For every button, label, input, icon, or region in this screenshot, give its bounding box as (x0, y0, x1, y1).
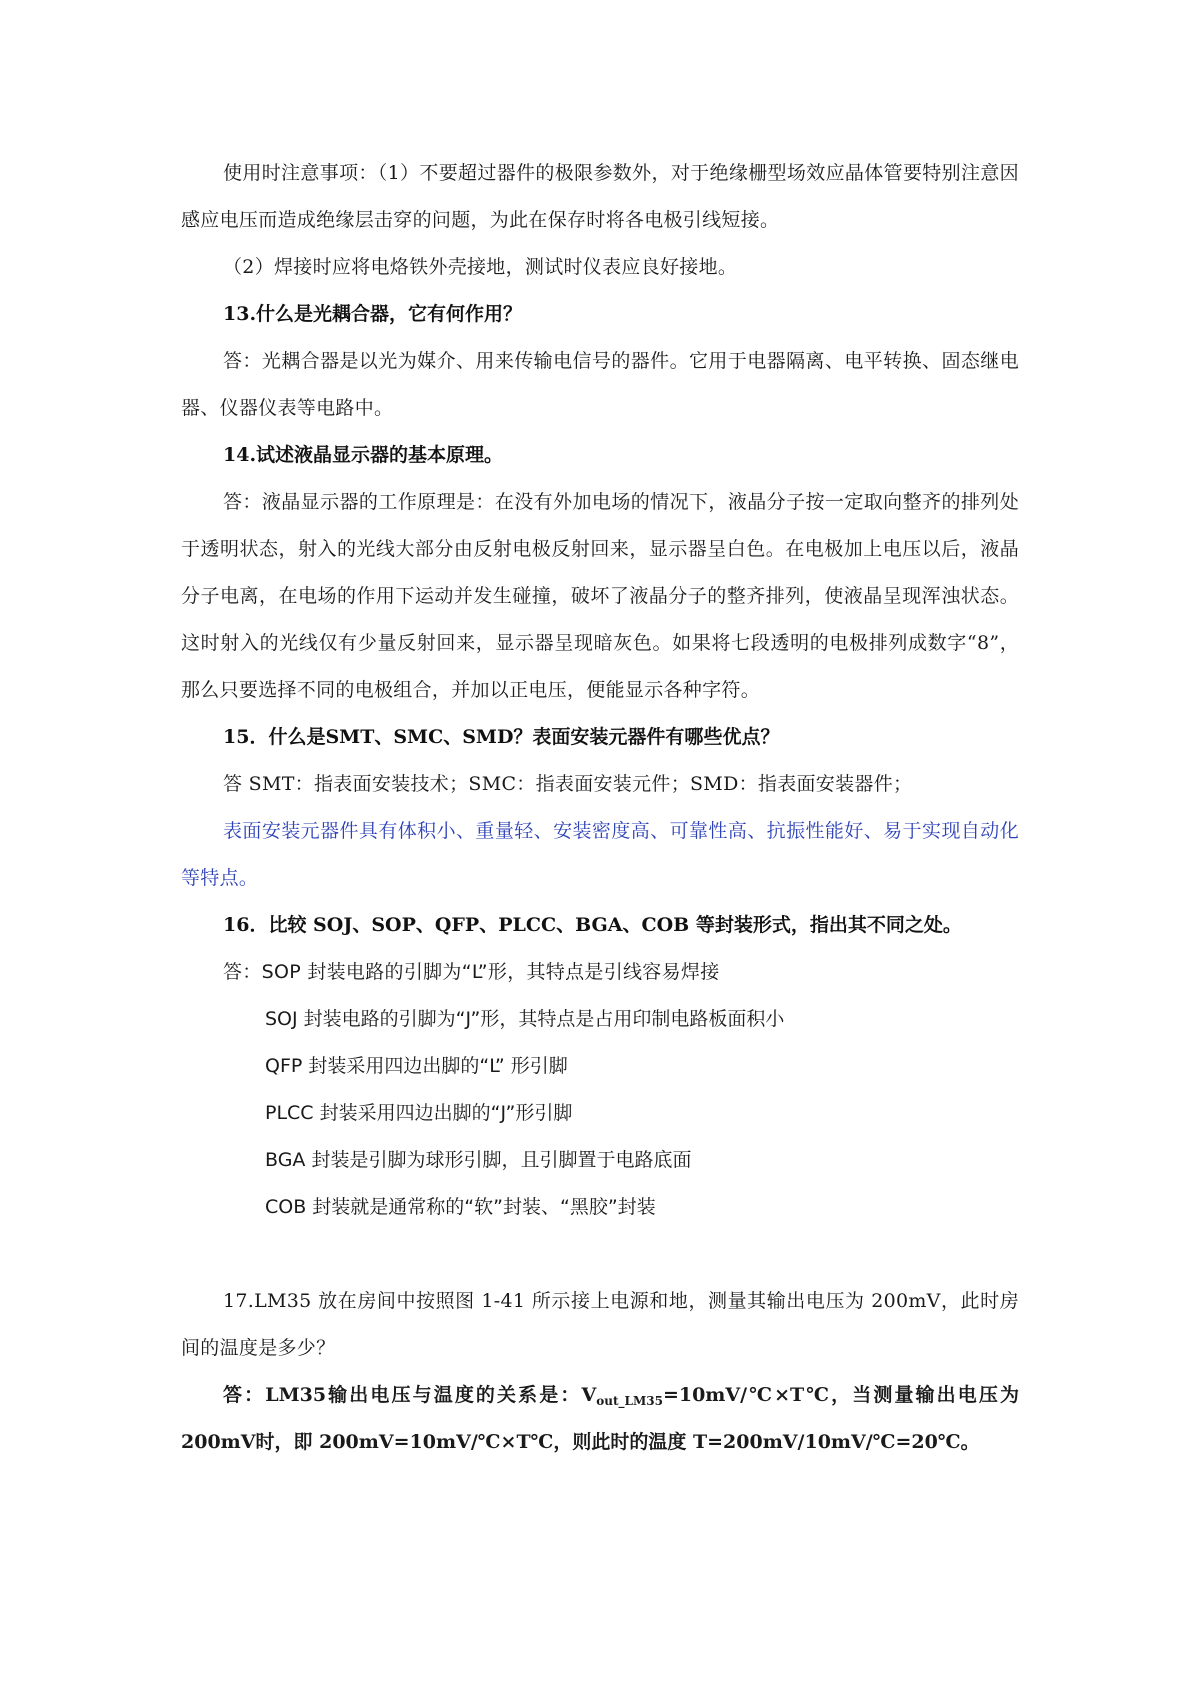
answer-15-advantages: 表面安装元器件具有体积小、重量轻、安装密度高、可靠性高、抗振性能好、易于实现自动化等特点。 (181, 820, 1019, 889)
package-item-sop: SOP 封装电路的引脚为“L”形，其特点是引线容易焊接 (261, 961, 720, 983)
blank-spacer (181, 1231, 1019, 1278)
question-13: 13.什么是光耦合器，它有何作用？ (223, 303, 523, 325)
notes-paragraph-1: 使用时注意事项：（1）不要超过器件的极限参数外，对于绝缘栅型场效应晶体管要特别注意因感应电压而造成绝缘层击穿的问题，为此在保存时将各电极引线短接。 (181, 162, 1019, 231)
notes-paragraph-2: （2）焊接时应将电烙铁外壳接地，测试时仪表应良好接地。 (223, 256, 738, 278)
answer-17-rest: =10mV/℃×T℃，当测量输出电压为200mV时，即 200mV=10mV/℃×T℃，则此时的温度 T=200mV/10mV/℃=20℃。 (181, 1384, 1019, 1453)
answer-13: 答：光耦合器是以光为媒介、用来传输电信号的器件。它用于电器隔离、电平转换、固态继电器、仪器仪表等电路中。 (181, 350, 1019, 419)
question-16: 16．比较 SOJ、SOP、QFP、PLCC、BGA、COB 等封装形式，指出其不同之处。 (223, 914, 962, 936)
answer-17-subscript: out_LM35 (596, 1394, 663, 1408)
document-page (181, 150, 1019, 1466)
answer-16-prefix: 答： (223, 961, 262, 983)
question-17: 17.LM35 放在房间中按照图 1-41 所示接上电源和地，测量其输出电压为 200mV，此时房间的温度是多少？ (181, 1290, 1019, 1359)
question-14: 14.试述液晶显示器的基本原理。 (223, 444, 504, 466)
answer-17-lead: 答：LM35输出电压与温度的关系是：V (223, 1384, 597, 1406)
package-item-qfp: QFP 封装采用四边出脚的“L” 形引脚 (265, 1055, 568, 1077)
answer-16-first-line (181, 949, 1019, 996)
package-item-soj: SOJ 封装电路的引脚为“J”形，其特点是占用印制电路板面积小 (265, 1008, 785, 1030)
package-item-cob: COB 封装就是通常称的“软”封装、“黑胶”封装 (265, 1196, 656, 1218)
answer-17 (181, 1372, 1019, 1466)
answer-14: 答：液晶显示器的工作原理是：在没有外加电场的情况下，液晶分子按一定取向整齐的排列处于透明状态，射入的光线大部分由反射电极反射回来，显示器呈白色。在电极加上电压以后，液晶分子电离，在电场的作用下运动并发生碰撞，破坏了液晶分子的整齐排列，使液晶呈现浑浊状态。这时射入的光线仅有少量反射回来，显示器呈现暗灰色。如果将七段透明的电极排列成数字“8”，那么只要选择不同的电极组合，并加以正电压，便能显示各种字符。 (181, 491, 1019, 701)
package-item-bga: BGA 封装是引脚为球形引脚，且引脚置于电路底面 (265, 1149, 692, 1171)
question-15: 15．什么是SMT、SMC、SMD？表面安装元器件有哪些优点？ (223, 726, 780, 748)
package-item-plcc: PLCC 封装采用四边出脚的“J”形引脚 (265, 1102, 573, 1124)
answer-15-definitions: 答 SMT：指表面安装技术；SMC：指表面安装元件；SMD：指表面安装器件； (223, 773, 913, 795)
